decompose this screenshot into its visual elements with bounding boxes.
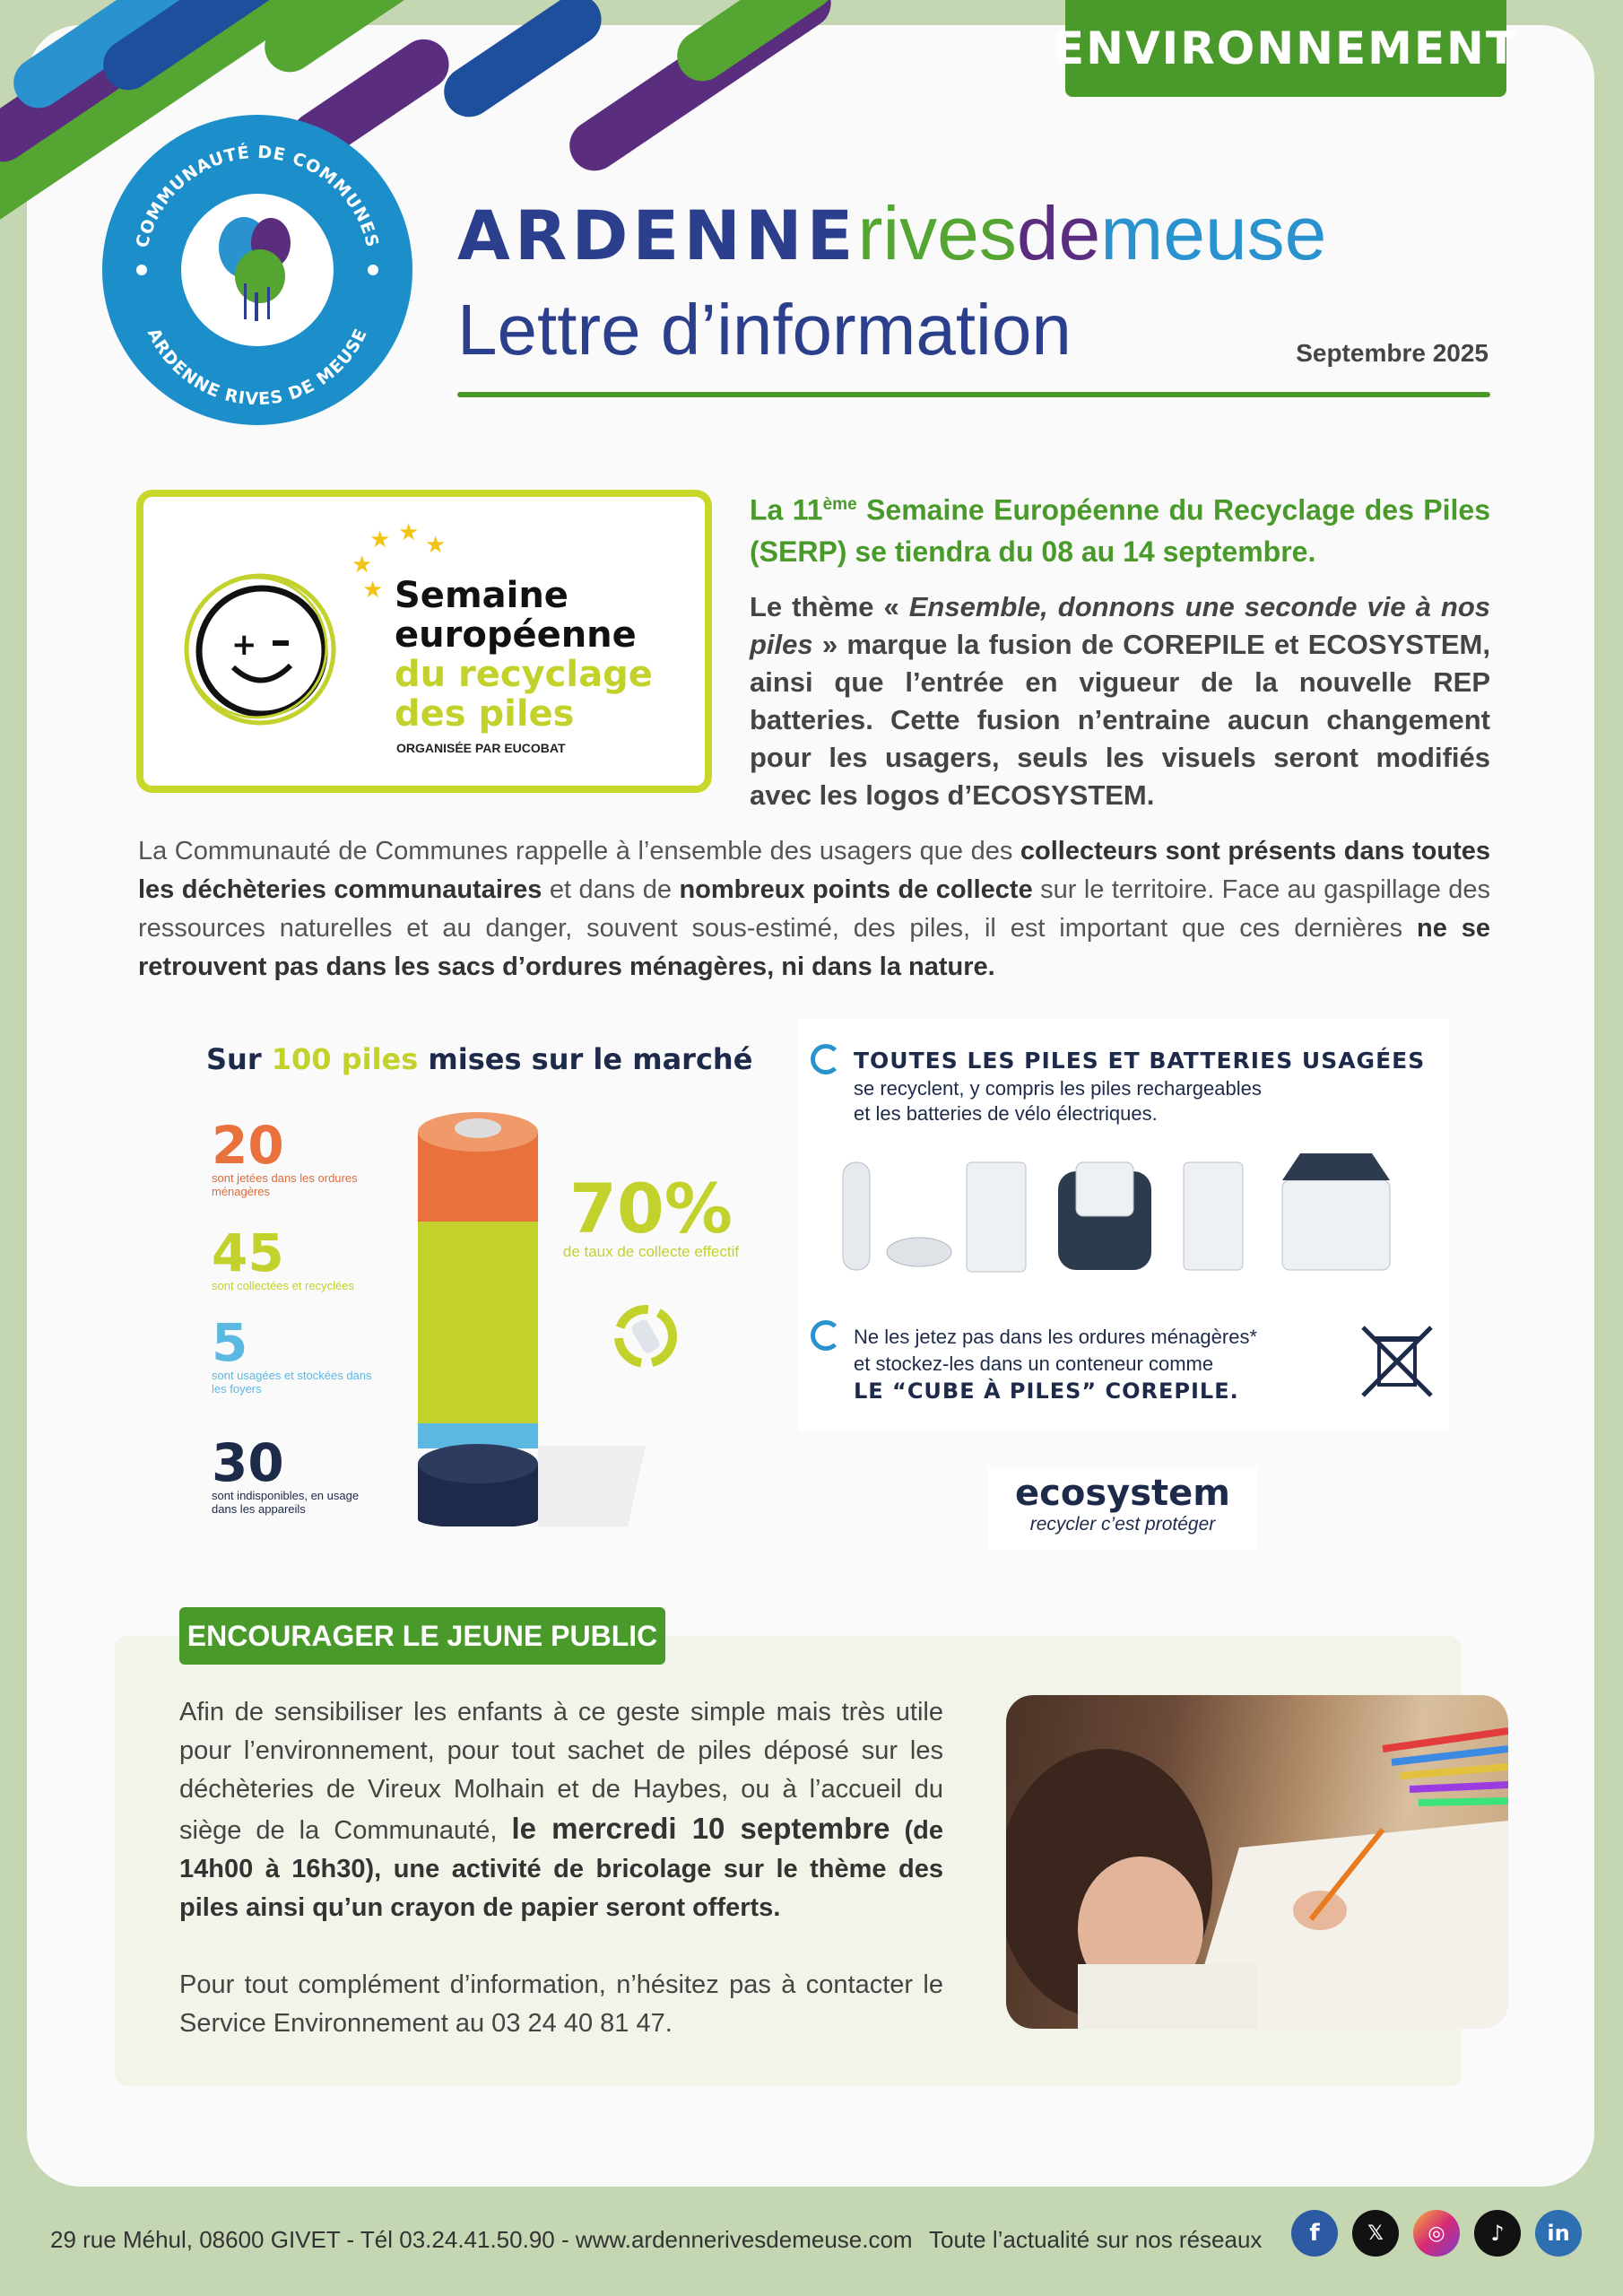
serp-line-2: européenne xyxy=(395,614,637,656)
serp-line-1: Semaine xyxy=(395,575,568,616)
recycle-panel xyxy=(798,1019,1449,1431)
serp-line-4: des piles xyxy=(395,693,575,735)
issue-date: Septembre 2025 xyxy=(1296,339,1488,367)
footer-social-label: Toute l’actualité sur nos réseaux xyxy=(929,2226,1263,2253)
instagram-icon[interactable]: ◎ xyxy=(1413,2210,1460,2257)
crossed-bin-icon xyxy=(1354,1318,1440,1405)
x-icon[interactable]: 𝕏 xyxy=(1352,2210,1399,2257)
tiktok-icon[interactable]: ♪ xyxy=(1474,2210,1521,2257)
newsletter-title: Lettre d’information xyxy=(457,290,1072,370)
svg-text:★: ★ xyxy=(398,520,420,545)
intro-text: Le thème « Ensemble, donnons une seconde vie à nos piles » marque la fusion de COREPILE et ECOSYSTEM, ainsi que l’entrée en vigueur de la nouvelle REP batteries. Cette fusion n’entraine aucun changement pour les usagers, seuls les visuels seront modifiés avec les logos d’ECOSYSTEM. xyxy=(750,590,1490,811)
serp-logo xyxy=(136,490,712,793)
header-divider xyxy=(457,392,1490,397)
serp-organizer: ORGANISÉE PAR EUCOBAT xyxy=(396,741,566,755)
intro-title: La 11ème Semaine Européenne du Recyclage des Piles (SERP) se tiendra du 08 au 14 septembre. xyxy=(750,493,1491,568)
battery-infographic xyxy=(197,1031,753,1534)
seal-text-bottom: ARDENNE RIVES DE MEUSE xyxy=(143,325,372,410)
section-tag: ENVIRONNEMENT xyxy=(1065,0,1506,97)
svg-text:★: ★ xyxy=(369,526,391,552)
stat-in-use: 30 sont indisponibles, en usage dans les appareils xyxy=(212,1432,360,1516)
stat-recycled: 45 sont collectées et recyclées xyxy=(212,1222,354,1292)
footer-address: 29 rue Méhul, 08600 GIVET - Tél 03.24.41.50.90 - www.ardennerivesdemeuse.com xyxy=(50,2226,913,2253)
youth-section-text: Afin de sensibiliser les enfants à ce geste simple mais très utile pour l’environnement, pour tout sachet de piles déposé sur les déchèteries de Vireux Molhain et de Haybes, ou à l’accueil du siège de la Communauté, le mercredi 10 septembre (de 14h00 à 16h30), une activité de bricolage sur le thème des piles ainsi qu’un crayon de papier seront offerts. Pour tout complément d’information, n’hésitez pas à contacter le Service Environnement au 03 24 40 81 47. xyxy=(179,1698,944,2038)
intro-block xyxy=(750,484,1490,814)
stat-stored: 5 sont usagées et stockées dans les foyers xyxy=(212,1312,372,1396)
battery-types-icon xyxy=(816,1144,1444,1279)
community-seal xyxy=(102,115,412,425)
recycle-arrow-icon xyxy=(811,1044,841,1074)
serp-line-3: du recyclage xyxy=(395,654,653,695)
linkedin-icon[interactable]: in xyxy=(1535,2210,1582,2257)
ecosystem-logo: ecosystem recycler c’est protéger xyxy=(988,1467,1257,1550)
collection-rate: 70% de taux de collecte effectif xyxy=(562,1169,740,1260)
infographic-title: Sur 100 piles mises sur le marché xyxy=(206,1042,753,1076)
svg-text:★: ★ xyxy=(425,531,447,558)
recycle-arrow-icon xyxy=(811,1320,841,1351)
recycle-subtext: se recyclent, y compris les piles rechargeables et les batteries de vélo électriques. xyxy=(854,1077,1262,1125)
child-drawing-photo xyxy=(1006,1695,1508,2029)
stat-thrown: 20 sont jetées dans les ordures ménagères xyxy=(212,1115,358,1198)
recycle-icon xyxy=(610,1300,681,1372)
svg-text:★: ★ xyxy=(352,551,373,578)
recycle-heading: TOUTES LES PILES ET BATTERIES USAGÉES xyxy=(854,1048,1426,1074)
svg-text:★: ★ xyxy=(362,576,384,601)
brand-wordmark: ARDENNErivesdemeuse xyxy=(457,191,1327,275)
smiley-icon xyxy=(179,569,359,748)
svg-text:+: + xyxy=(231,627,257,663)
facebook-icon[interactable]: f xyxy=(1291,2210,1338,2257)
battery-stack-icon xyxy=(418,1105,538,1526)
tree-logo xyxy=(181,194,334,346)
youth-section-tag: ENCOURAGER LE JEUNE PUBLIC xyxy=(179,1607,665,1665)
recycle-advice: Ne les jetez pas dans les ordures ménagères* et stockez-les dans un conteneur comme LE “CUBE À PILES” COREPILE. xyxy=(854,1326,1258,1404)
main-paragraph: La Communauté de Communes rappelle à l’ensemble des usagers que des collecteurs sont présents dans toutes les déchèteries communautaires et dans de nombreux points de collecte sur le territoire. Face au gaspillage des ressources naturelles et au danger, souvent sous-estimé, des piles, il est important que ces dernières ne se retrouvent pas dans les sacs d’ordures ménagères, ni dans la nature. xyxy=(138,837,1491,981)
seal-text-top: COMMUNAUTÉ DE COMMUNES xyxy=(132,142,383,250)
